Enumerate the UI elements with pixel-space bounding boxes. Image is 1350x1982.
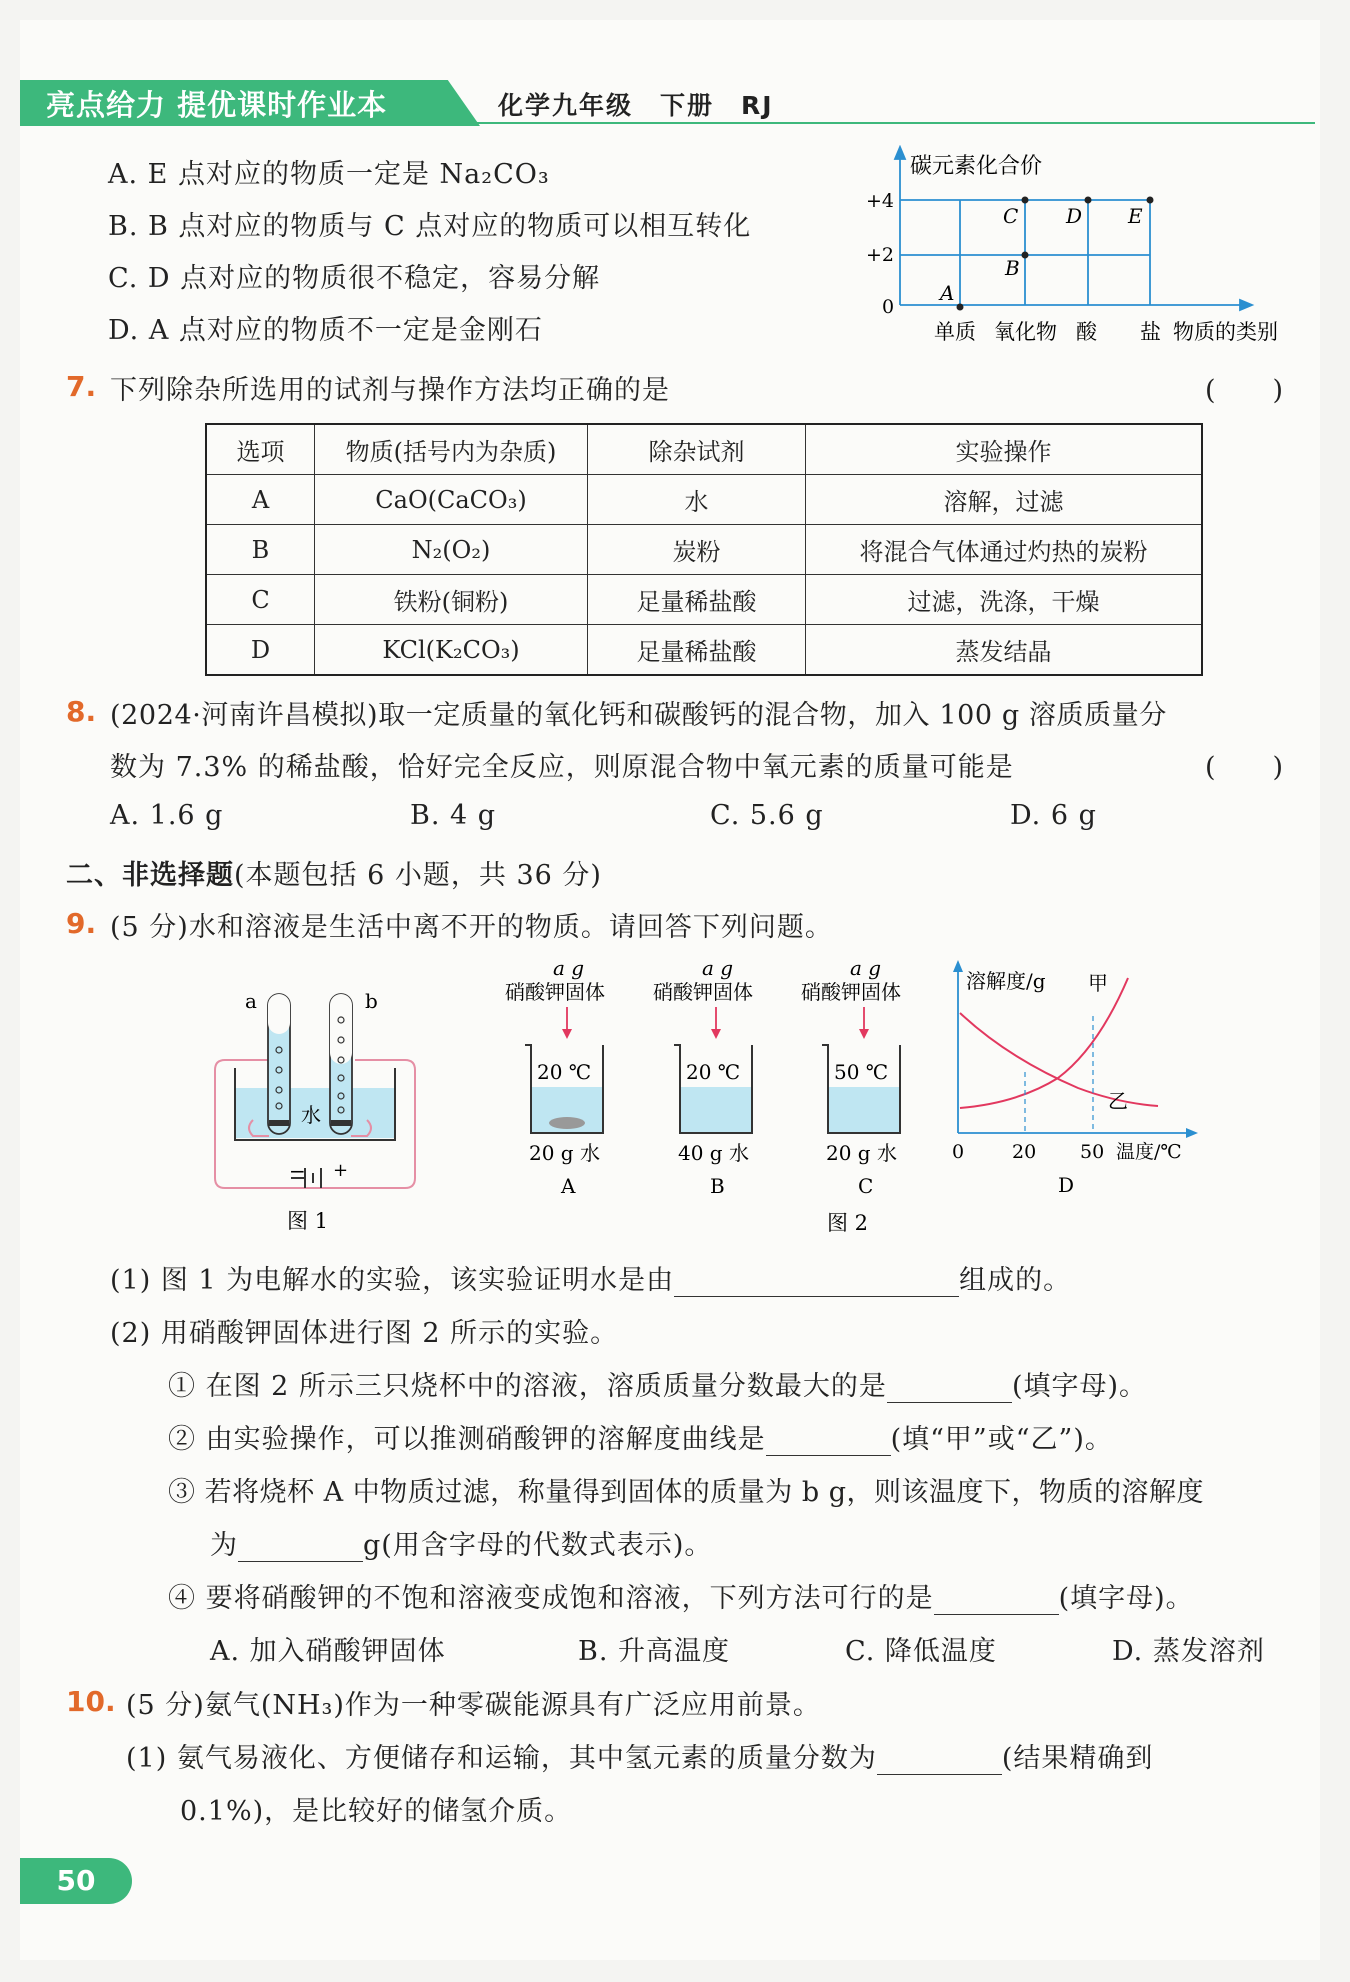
cell: 将混合气体通过灼热的炭粉 <box>806 525 1203 575</box>
section-title: 二、非选择题 <box>66 860 234 891</box>
undissolved-solid <box>549 1117 585 1129</box>
col-operation: 实验操作 <box>806 424 1203 475</box>
beaker-a-added: a g <box>553 956 585 980</box>
beaker-b-group <box>653 956 753 1198</box>
figure-2-caption: 图 2 <box>827 1211 869 1235</box>
xtick-salt: 盐 <box>1140 320 1161 344</box>
q8-stem-line1: (2024·河南许昌模拟)取一定质量的氧化钙和碳酸钙的混合物，加入 100 g 溶质质量分 <box>110 700 1167 731</box>
q6-option-b: B. B 点对应的物质与 C 点对应的物质可以相互转化 <box>108 211 752 242</box>
q9-item4-text: ④ 要将硝酸钾的不饱和溶液变成饱和溶液，下列方法可行的是 <box>168 1583 934 1614</box>
beaker-b-letter: B <box>710 1174 725 1198</box>
cell: A <box>206 475 315 525</box>
beaker-a-water: 20 g 水 <box>529 1141 600 1165</box>
label-e: E <box>1128 204 1143 228</box>
q10-number: 10. <box>66 1685 116 1718</box>
xtick-acid: 酸 <box>1076 320 1097 344</box>
figure-1-caption: 图 1 <box>287 1209 329 1233</box>
xtick-oxide: 氧化物 <box>994 320 1057 344</box>
tube-b-label: b <box>365 989 378 1013</box>
water-label: 水 <box>301 1103 321 1127</box>
cell: N₂(O₂) <box>315 525 588 575</box>
graph-ylabel: 溶解度/g <box>966 969 1046 993</box>
q9-item1-text: ① 在图 2 所示三只烧杯中的溶液，溶质质量分数最大的是 <box>168 1371 887 1402</box>
section-note: (本题包括 6 小题，共 36 分) <box>234 860 602 891</box>
q9-stem: (5 分)水和溶液是生活中离不开的物质。请回答下列问题。 <box>110 912 833 943</box>
point-b <box>1022 252 1029 259</box>
label-a: A <box>940 281 955 305</box>
q8-stem-line2: 数为 7.3% 的稀盐酸，恰好完全反应，则原混合物中氧元素的质量可能是 <box>110 752 1014 783</box>
q8-answer-paren: ( ) <box>1205 752 1285 783</box>
solubility-graph <box>948 958 1208 1203</box>
q8-option-b: B. 4 g <box>410 800 497 831</box>
label-d: D <box>1066 204 1083 228</box>
xtick-0: 0 <box>952 1141 965 1163</box>
q9-sub1-suffix: 组成的。 <box>959 1265 1072 1296</box>
ytick-4: +4 <box>866 190 895 212</box>
cell: B <box>206 525 315 575</box>
beaker-a-group <box>505 956 605 1198</box>
q9-item4-option-a: A. 加入硝酸钾固体 <box>210 1636 446 1667</box>
beaker-c-water: 20 g 水 <box>826 1141 897 1165</box>
beaker-b-temp: 20 ℃ <box>686 1060 741 1084</box>
q9-number: 9. <box>66 907 97 940</box>
plus-label: + <box>333 1160 349 1181</box>
answer-blank-6[interactable] <box>877 1744 1002 1775</box>
curve-jia <box>960 978 1128 1108</box>
graph-xlabel: 温度/℃ <box>1116 1141 1182 1163</box>
table-row <box>206 575 1202 625</box>
q6-valence-chart <box>860 145 1300 355</box>
q9-item4-option-c: C. 降低温度 <box>845 1636 997 1667</box>
cell: 溶解，过滤 <box>806 475 1203 525</box>
cell: 蒸发结晶 <box>806 625 1203 676</box>
q6-option-c: C. D 点对应的物质很不稳定，容易分解 <box>108 263 601 294</box>
q9-sub1-text: (1) 图 1 为电解水的实验，该实验证明水是由 <box>110 1265 675 1296</box>
q9-item2 <box>168 1417 1113 1456</box>
page-number: 50 <box>20 1858 132 1904</box>
header-subtitle: 化学九年级 下册 RJ <box>498 91 774 120</box>
xtick-20: 20 <box>1012 1141 1037 1163</box>
q9-item4-option-d: D. 蒸发溶剂 <box>1112 1636 1265 1667</box>
beaker-c-solute: 硝酸钾固体 <box>801 980 901 1004</box>
label-b: B <box>1005 256 1020 280</box>
point-d <box>1085 197 1092 204</box>
xtick-element: 单质 <box>934 320 976 344</box>
q7-stem: 下列除杂所选用的试剂与操作方法均正确的是 <box>110 375 670 406</box>
q9-item2-suffix: (填“甲”或“乙”)。 <box>890 1424 1113 1455</box>
table-header-row <box>206 424 1202 475</box>
q9-sub2: (2) 用硝酸钾固体进行图 2 所示的实验。 <box>110 1318 619 1349</box>
cell: 铁粉(铜粉) <box>315 575 588 625</box>
q7-answer-paren: ( ) <box>1205 375 1285 406</box>
q9-item3-suffix: g(用含字母的代数式表示)。 <box>363 1530 713 1561</box>
figure-2-beakers <box>495 955 955 1245</box>
cell: 炭粉 <box>588 525 806 575</box>
beaker-c-temp: 50 ℃ <box>834 1060 889 1084</box>
beaker-c-group <box>801 956 901 1198</box>
col-option: 选项 <box>206 424 315 475</box>
q10-sub1 <box>126 1736 1153 1775</box>
answer-blank-4[interactable] <box>238 1531 363 1562</box>
q9-item3-line2 <box>210 1523 712 1562</box>
answer-blank-1[interactable] <box>674 1266 959 1297</box>
q7-number: 7. <box>66 370 97 403</box>
q9-sub1 <box>110 1258 1071 1297</box>
chart-ylabel: 碳元素化合价 <box>910 154 1043 179</box>
cell: CaO(CaCO₃) <box>315 475 588 525</box>
beaker-b-added: a g <box>702 956 734 980</box>
q9-item1-suffix: (填字母)。 <box>1011 1371 1148 1402</box>
header-title: 亮点给力 提优课时作业本 <box>46 88 388 122</box>
curve-jia-label: 甲 <box>1088 971 1108 995</box>
cell: 水 <box>588 475 806 525</box>
q10-sub1-line2: 0.1%)，是比较好的储氢介质。 <box>180 1796 573 1827</box>
beaker-b-water: 40 g 水 <box>678 1141 749 1165</box>
q8-option-c: C. 5.6 g <box>710 800 824 831</box>
q9-item4 <box>168 1576 1194 1615</box>
chart-xlabel: 物质的类别 <box>1173 320 1278 344</box>
cell: 足量稀盐酸 <box>588 625 806 676</box>
q9-item1 <box>168 1364 1147 1403</box>
curve-yi-label: 乙 <box>1108 1089 1128 1113</box>
minus-label: − <box>289 1159 306 1183</box>
q10-sub1-suffix: (结果精确到 <box>1001 1743 1154 1774</box>
point-a <box>957 304 964 311</box>
figure-1-electrolysis <box>205 978 425 1238</box>
curve-yi <box>960 1013 1158 1106</box>
q10-sub1-text: (1) 氨气易液化、方便储存和运输，其中氢元素的质量分数为 <box>126 1743 877 1774</box>
answer-blank-5[interactable] <box>934 1584 1059 1615</box>
q8-option-a: A. 1.6 g <box>110 800 224 831</box>
beaker-a-temp: 20 ℃ <box>537 1060 592 1084</box>
beaker-b-solute: 硝酸钾固体 <box>653 980 753 1004</box>
cell: KCl(K₂CO₃) <box>315 625 588 676</box>
q9-item2-text: ② 由实验操作，可以推测硝酸钾的溶解度曲线是 <box>168 1424 766 1455</box>
answer-blank-2[interactable] <box>887 1372 1012 1403</box>
cell: C <box>206 575 315 625</box>
graph-letter: D <box>1058 1173 1075 1197</box>
answer-blank-3[interactable] <box>766 1425 891 1456</box>
beaker-c-added: a g <box>850 956 882 980</box>
col-substance: 物质(括号内为杂质) <box>315 424 588 475</box>
cell: 足量稀盐酸 <box>588 575 806 625</box>
q8-option-d: D. 6 g <box>1010 800 1097 831</box>
q6-option-d: D. A 点对应的物质不一定是金刚石 <box>108 315 543 346</box>
q8-number: 8. <box>66 695 97 728</box>
table-row <box>206 525 1202 575</box>
beaker-c-letter: C <box>858 1174 874 1198</box>
ytick-2: +2 <box>866 244 895 266</box>
table-row <box>206 475 1202 525</box>
beaker-a-solute: 硝酸钾固体 <box>505 980 605 1004</box>
cell: D <box>206 625 315 676</box>
q9-item3-text: 为 <box>210 1530 238 1561</box>
q10-stem: (5 分)氨气(NH₃)作为一种零碳能源具有广泛应用前景。 <box>126 1690 821 1721</box>
header-divider <box>470 122 1315 124</box>
q7-table <box>205 423 1203 676</box>
cell: 过滤，洗涤，干燥 <box>806 575 1203 625</box>
q9-item4-option-b: B. 升高温度 <box>578 1636 731 1667</box>
point-e <box>1147 197 1154 204</box>
ytick-0: 0 <box>882 296 895 318</box>
xtick-50: 50 <box>1080 1141 1105 1163</box>
beaker-a-letter: A <box>561 1174 576 1198</box>
q6-option-a: A. E 点对应的物质一定是 Na₂CO₃ <box>108 159 550 190</box>
q9-item3-line1: ③ 若将烧杯 A 中物质过滤，称量得到固体的质量为 b g，则该温度下，物质的溶解度 <box>168 1477 1204 1508</box>
point-c <box>1022 197 1029 204</box>
table-row <box>206 625 1202 676</box>
tube-a-label: a <box>245 989 257 1013</box>
section-heading <box>66 853 602 892</box>
label-c: C <box>1003 204 1019 228</box>
col-reagent: 除杂试剂 <box>588 424 806 475</box>
q9-item4-suffix: (填字母)。 <box>1058 1583 1194 1614</box>
